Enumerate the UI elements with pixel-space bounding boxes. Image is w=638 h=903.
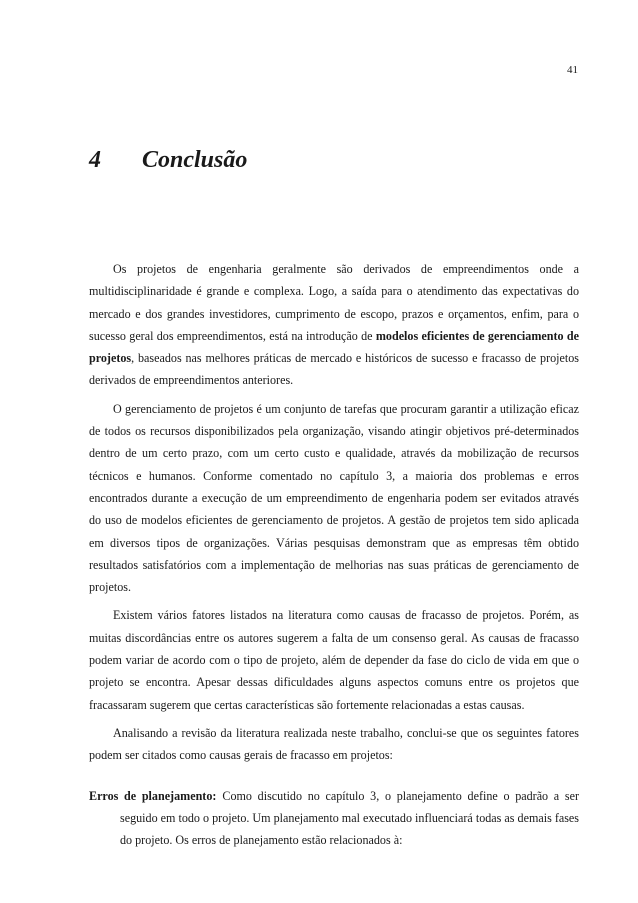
list-text: Como discutido no capítulo 3, o planejamento define o padrão a ser seguido em todo o projeto. Um planejamento mal executado influenciará todas as demais fases do projeto. Os erros de planejamento estão relacionados à: [120,788,579,848]
text-segment: Analisando a revisão da literatura realizada neste trabalho, conclui-se que os seguintes fatores podem ser citados como causas gerais de fracasso em projetos: [89,725,579,763]
chapter-number: 4 [89,147,101,173]
chapter-heading [89,145,247,175]
emphasis-text: modelos eficientes de gerenciamento de projetos [89,328,579,366]
paragraph [89,604,579,715]
chapter-title: Conclusão [142,147,248,173]
paragraph [89,722,579,767]
list-entry [89,785,579,852]
list-term: Erros de planejamento: [89,788,217,803]
paragraph [89,258,579,392]
body-text [89,258,579,851]
text-segment: Existem vários fatores listados na literatura como causas de fracasso de projetos. Porém, as muitas discordâncias entre os autores sugerem a falta de um consenso geral. As causas de fracasso podem variar de acordo com o tipo de projeto, além de depender da fase do ciclo de vida em que o projeto se encontra. Apesar dessas dificuldades alguns aspectos comuns entre os projetos que fracassaram sugerem que certas características são fortemente relacionadas a estas causas. [89,608,579,712]
text-segment: O gerenciamento de projetos é um conjunto de tarefas que procuram garantir a utilização eficaz de todos os recursos disponibilizados pela organização, visando atingir objetivos pré-determinados dentro de um certo prazo, com um certo custo e qualidade, através da mobilização de recursos técnicos e humanos. Conforme comentado no capítulo 3, a maioria dos problemas e erros encontrados durante a execução de um empreendimento de engenharia podem ser evitados através do uso de modelos eficientes de gerenciamento de projetos. A gestão de projetos tem sido aplicada em diversos tipos de organizações. Várias pesquisas demonstram que as empresas têm obtido resultados satisfatórios com a implementação de melhorias nas suas práticas de gerenciamento de projetos. [89,401,579,595]
paragraph [89,398,579,599]
text-segment: , baseados nas melhores práticas de mercado e históricos de sucesso e fracasso de projetos derivados de empreendimentos anteriores. [89,351,579,388]
text-segment: Os projetos de engenharia geralmente são derivados de empreendimentos onde a multidisciplinaridade é grande e complexa. Logo, a saída para o atendimento das expectativas do mercado e dos grandes investidores, cumprimento de escopo, prazos e orçamentos, enfim, para o sucesso geral dos empreendimentos, está na introdução de [89,262,579,343]
page-number: 41 [567,64,578,76]
